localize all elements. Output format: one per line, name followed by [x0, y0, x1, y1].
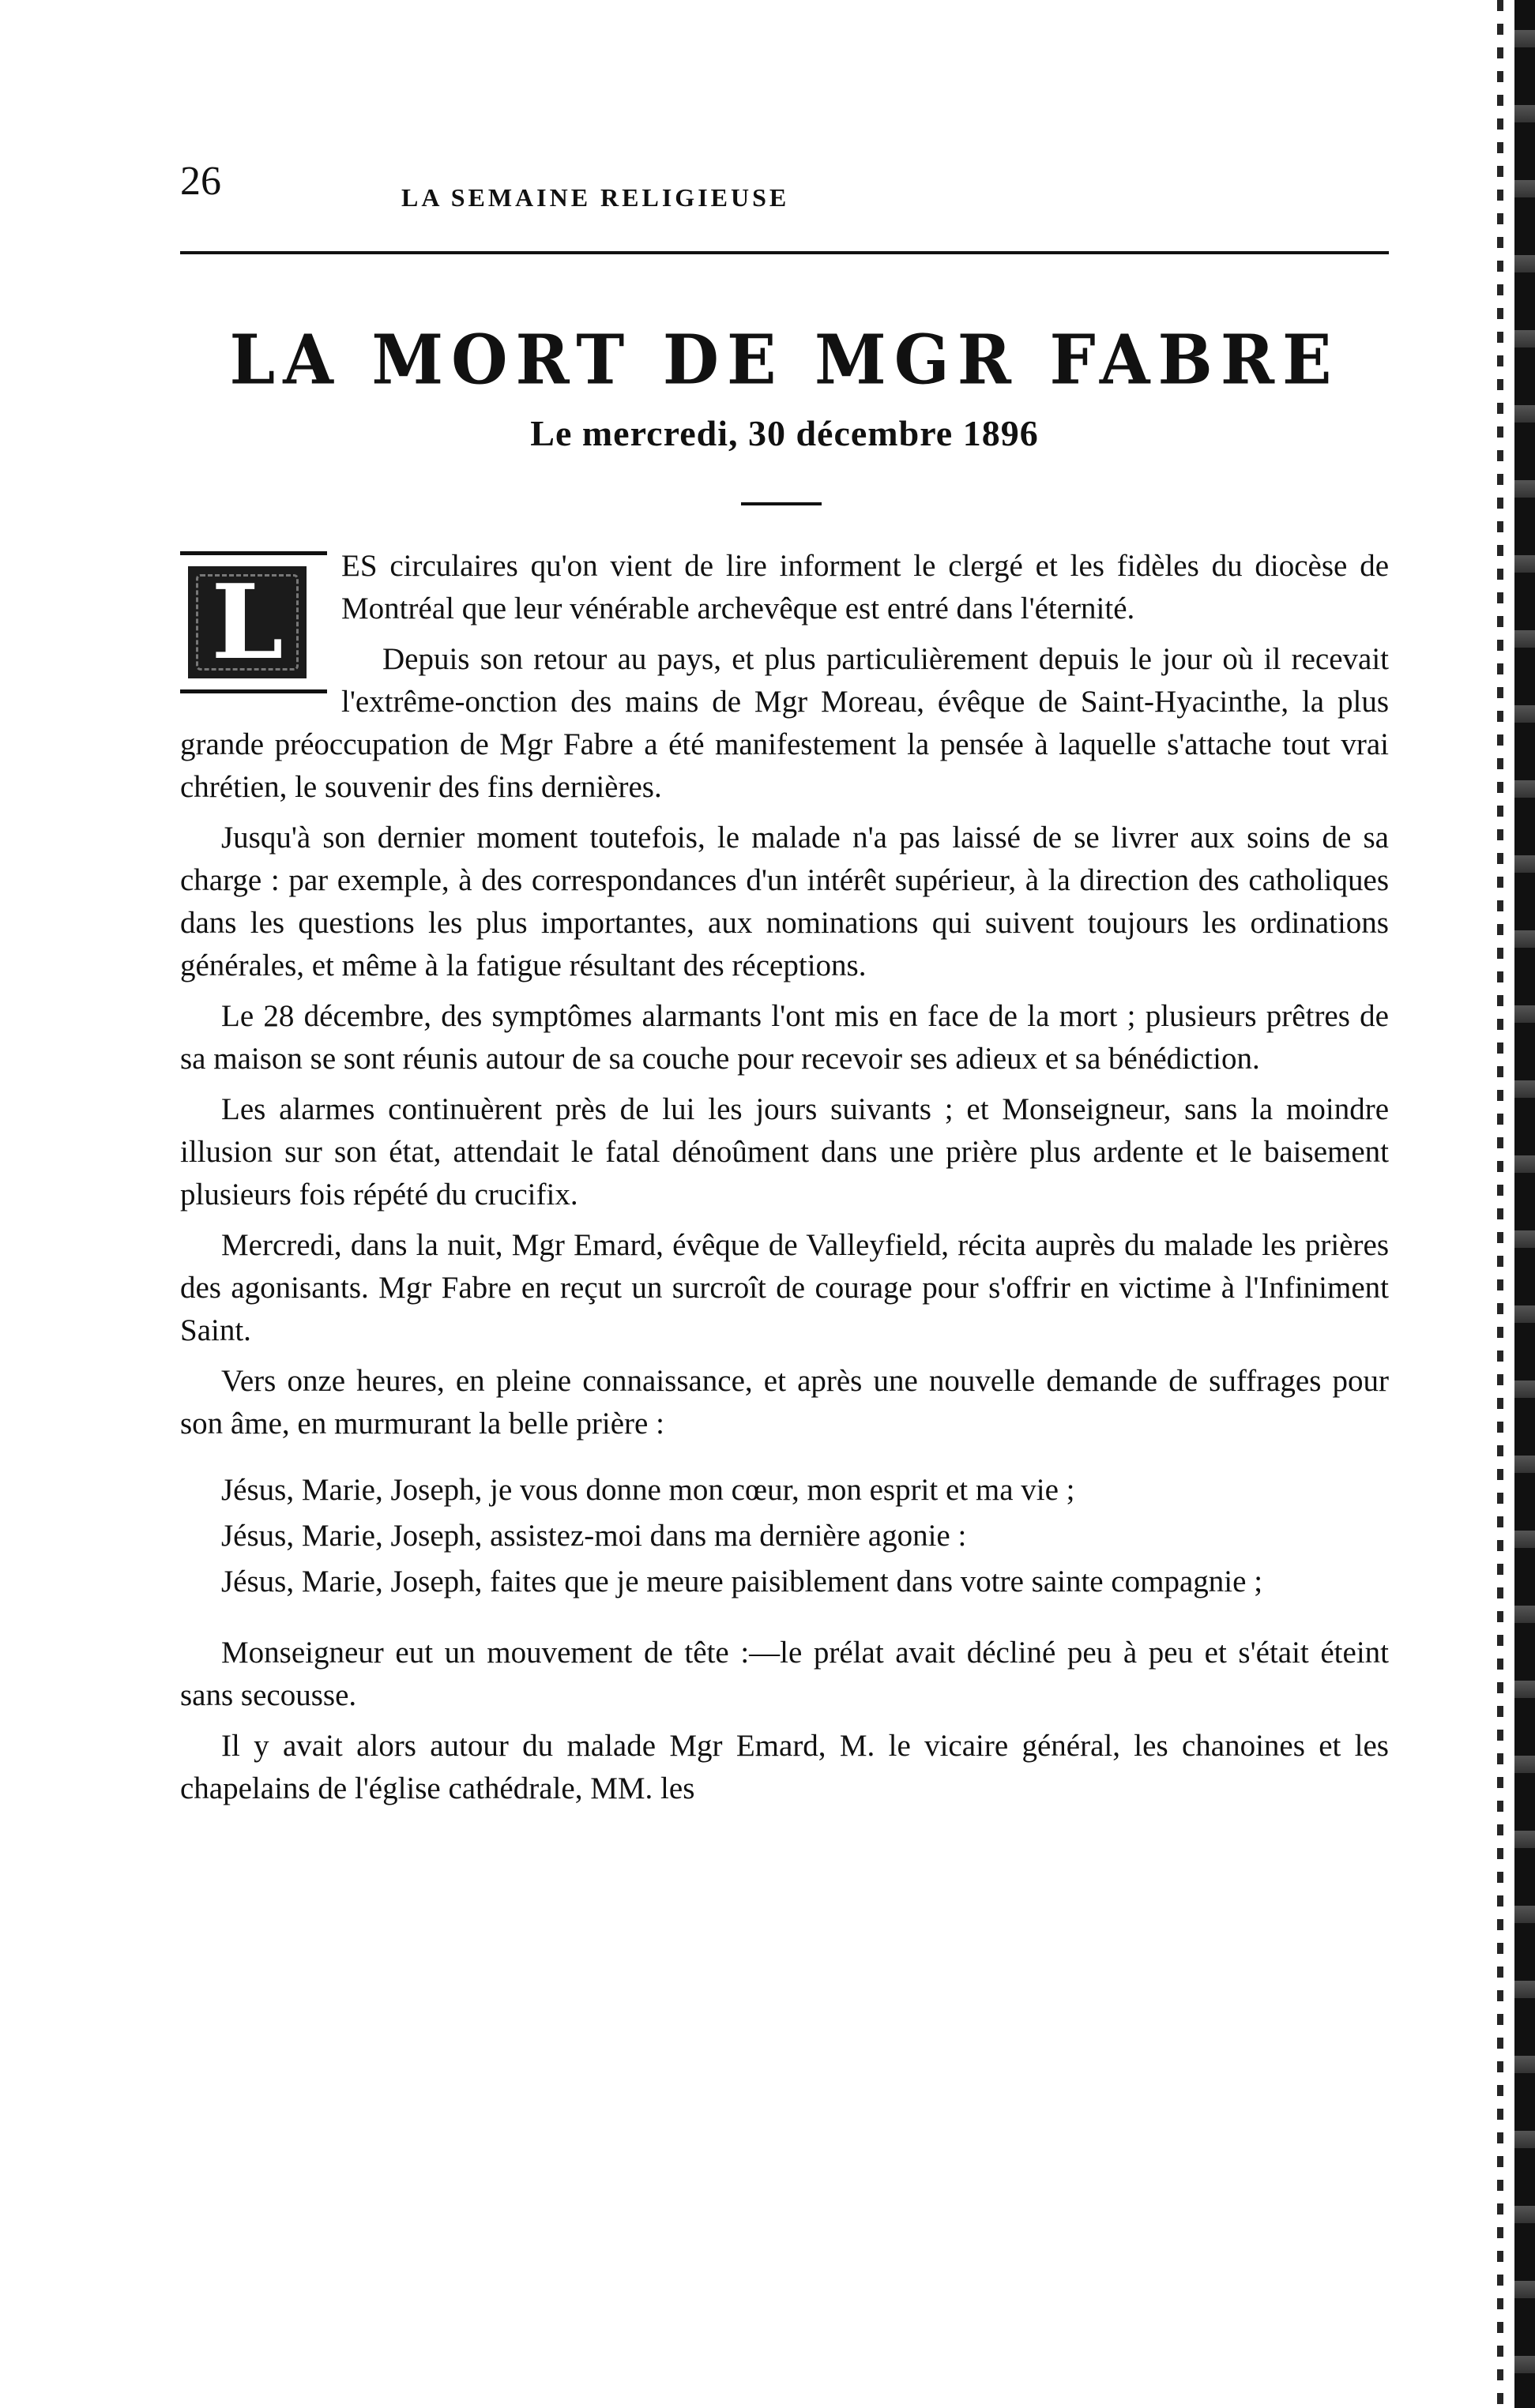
prayer-line: Jésus, Marie, Joseph, assistez-moi dans ma dernière agonie :: [221, 1519, 967, 1553]
prayer-line: Jésus, Marie, Joseph, je vous donne mon cœur, mon esprit et ma vie ;: [221, 1473, 1075, 1507]
prayer-block: [221, 1469, 1389, 1603]
page-edge-shadow: [1514, 0, 1535, 2408]
paragraph: Monseigneur eut un mouvement de tête :—le prélat avait décliné peu à peu et s'était éteint sans secousse.: [180, 1636, 1389, 1712]
paragraph: Mercredi, dans la nuit, Mgr Emard, évêque de Valleyfield, récita auprès du malade les prières des agonisants. Mgr Fabre en reçut un surcroît de courage pour s'offrir en victime à l'Infiniment Saint.: [180, 1228, 1389, 1347]
paragraph: Jusqu'à son dernier moment toutefois, le malade n'a pas laissé de se livrer aux soins de sa charge : par exemple, à des correspondances d'un intérêt supérieur, à la direction des catholiques dans les questions les plus importantes, aux nominations qui suivent toujours les ordinations générales, et même à la fatigue résultant des réceptions.: [180, 821, 1389, 982]
article-subtitle: Le mercredi, 30 décembre 1896: [530, 413, 1039, 453]
drop-cap-ornament: [180, 551, 327, 693]
paragraph: Vers onze heures, en pleine connaissance, et après une nouvelle demande de suffrages pour son âme, en murmurant la belle prière :: [180, 1364, 1389, 1441]
prayer-line: Jésus, Marie, Joseph, faites que je meure paisiblement dans votre sainte compagnie ;: [221, 1565, 1263, 1598]
page-header: [180, 158, 1389, 213]
paragraph: Il y avait alors autour du malade Mgr Emard, M. le vicaire général, les chanoines et les chapelains de l'église cathédrale, MM. les: [180, 1729, 1389, 1805]
page-edge-shadow-inner: [1497, 0, 1503, 2408]
paragraph: Les alarmes continuèrent près de lui les jours suivants ; et Monseigneur, sans la moindre illusion sur son état, attendait le fatal dénoûment dans une prière plus ardente et le baisement plusieurs fois répété du crucifix.: [180, 1092, 1389, 1212]
article-title: LA MORT DE MGR FABRE: [229, 320, 1340, 400]
title-divider: [741, 502, 822, 505]
paragraph: Le 28 décembre, des symptômes alarmants l'ont mis en face de la mort ; plusieurs prêtres de sa maison se sont réunis autour de sa couche pour recevoir ses adieux et sa bénédiction.: [180, 999, 1389, 1076]
page-number: 26: [180, 159, 221, 204]
paragraph: Depuis son retour au pays, et plus particulièrement depuis le jour où il recevait l'extrême-onction des mains de Mgr Moreau, évêque de Saint-Hyacinthe, la plus grande préoccupation de Mgr Fabre a été manifestement la pensée à laquelle s'attache tout vrai chrétien, le souvenir des fins dernières.: [180, 642, 1389, 804]
header-rule: [180, 251, 1389, 254]
running-title: LA SEMAINE RELIGIEUSE: [401, 183, 790, 212]
paragraph: ES circulaires qu'on vient de lire informent le clergé et les fidèles du diocèse de Montréal que leur vénérable archevêque est entré dans l'éternité.: [341, 549, 1389, 625]
article-body: [180, 545, 1389, 1818]
drop-cap-letter: L: [188, 566, 307, 678]
